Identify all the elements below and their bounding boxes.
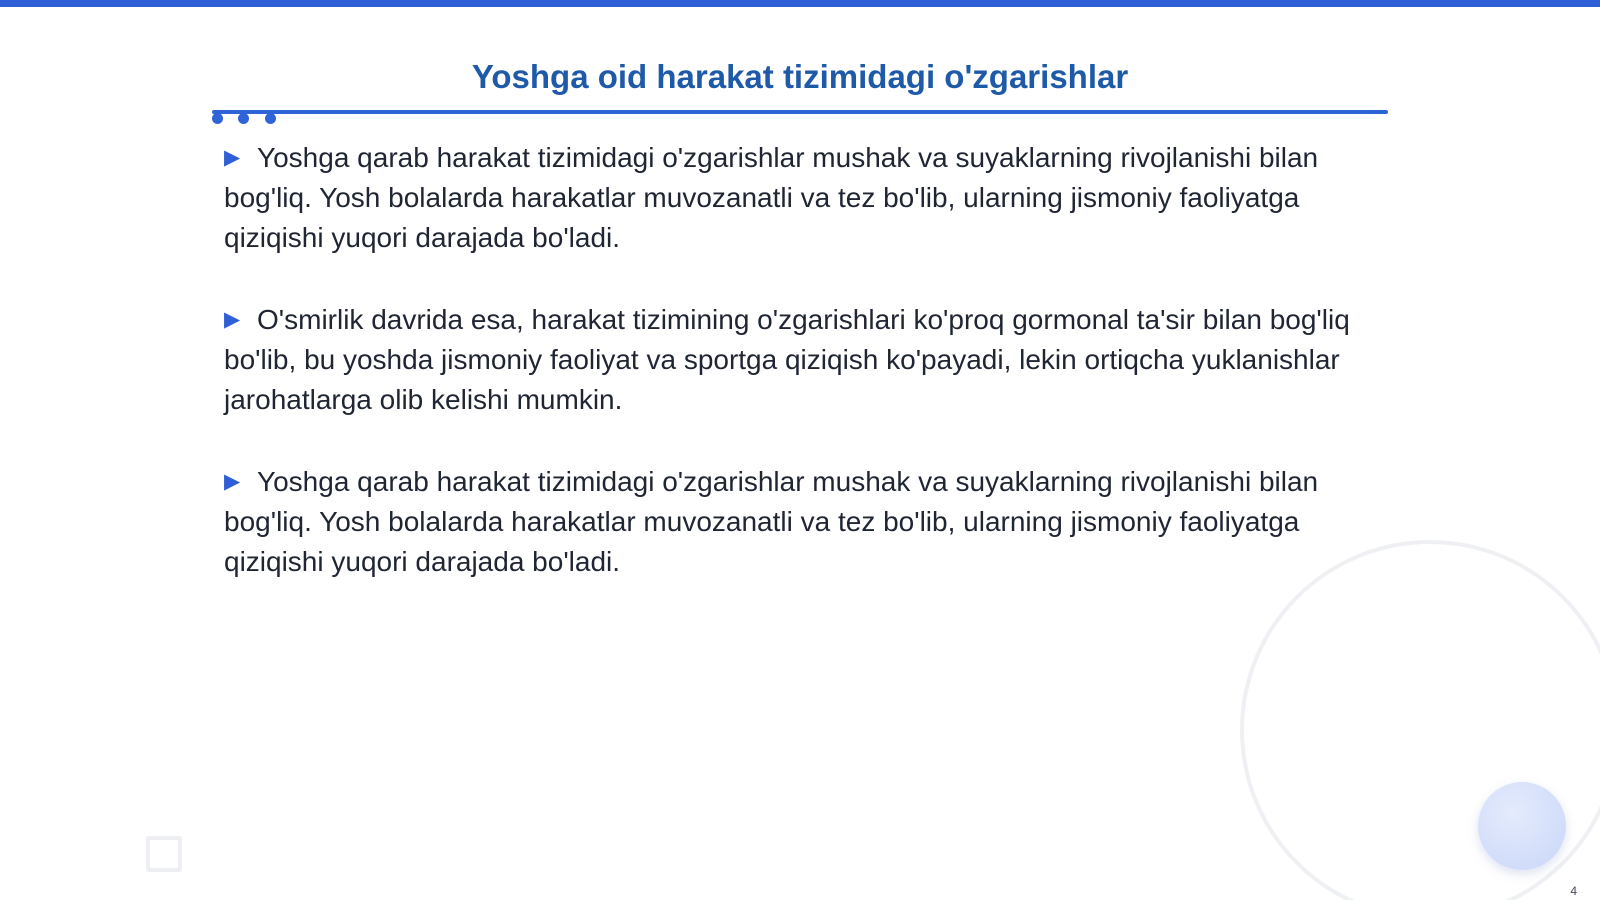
right-triangle-arrow-icon: ▶ [224,146,241,169]
slide-title: Yoshga oid harakat tizimidagi o'zgarishlar [471,58,1129,95]
bullet-text: Yoshga qarab harakat tizimidagi o'zgarishlar mushak va suyaklarning rivojlanishi bilan bog'liq. Yosh bolalarda harakatlar muvozanatli va tez bo'lib, ularning jismoniy faoliyatga qiziqishi yuqori darajada bo'ladi. [224,142,1319,253]
bullet-item [224,462,1369,582]
slide-number: 4 [1570,884,1577,898]
bullet-text: O'smirlik davrida esa, harakat tizimining o'zgarishlari ko'proq gormonal ta'sir bilan bog'liq bo'lib, bu yoshda jismoniy faoliyat va sportga qiziqish ko'payadi, lekin ortiqcha yuklanishlar jarohatlarga olib kelishi mumkin. [224,304,1350,415]
top-accent-bar [0,0,1600,7]
decorative-circle [1478,782,1566,870]
bullet-item [224,300,1369,420]
decorative-dot-icon [212,113,223,124]
right-triangle-arrow-icon: ▶ [224,470,241,493]
decorative-square [146,836,182,872]
bullet-item [224,138,1369,258]
right-triangle-arrow-icon: ▶ [224,308,241,331]
decorative-dot-icon [238,113,249,124]
decorative-dot-icon [265,113,276,124]
title-underline [212,110,1388,114]
bullet-list [224,138,1369,624]
bullet-text: Yoshga qarab harakat tizimidagi o'zgarishlar mushak va suyaklarning rivojlanishi bilan bog'liq. Yosh bolalarda harakatlar muvozanatli va tez bo'lib, ularning jismoniy faoliyatga qiziqishi yuqori darajada bo'ladi. [224,466,1319,577]
